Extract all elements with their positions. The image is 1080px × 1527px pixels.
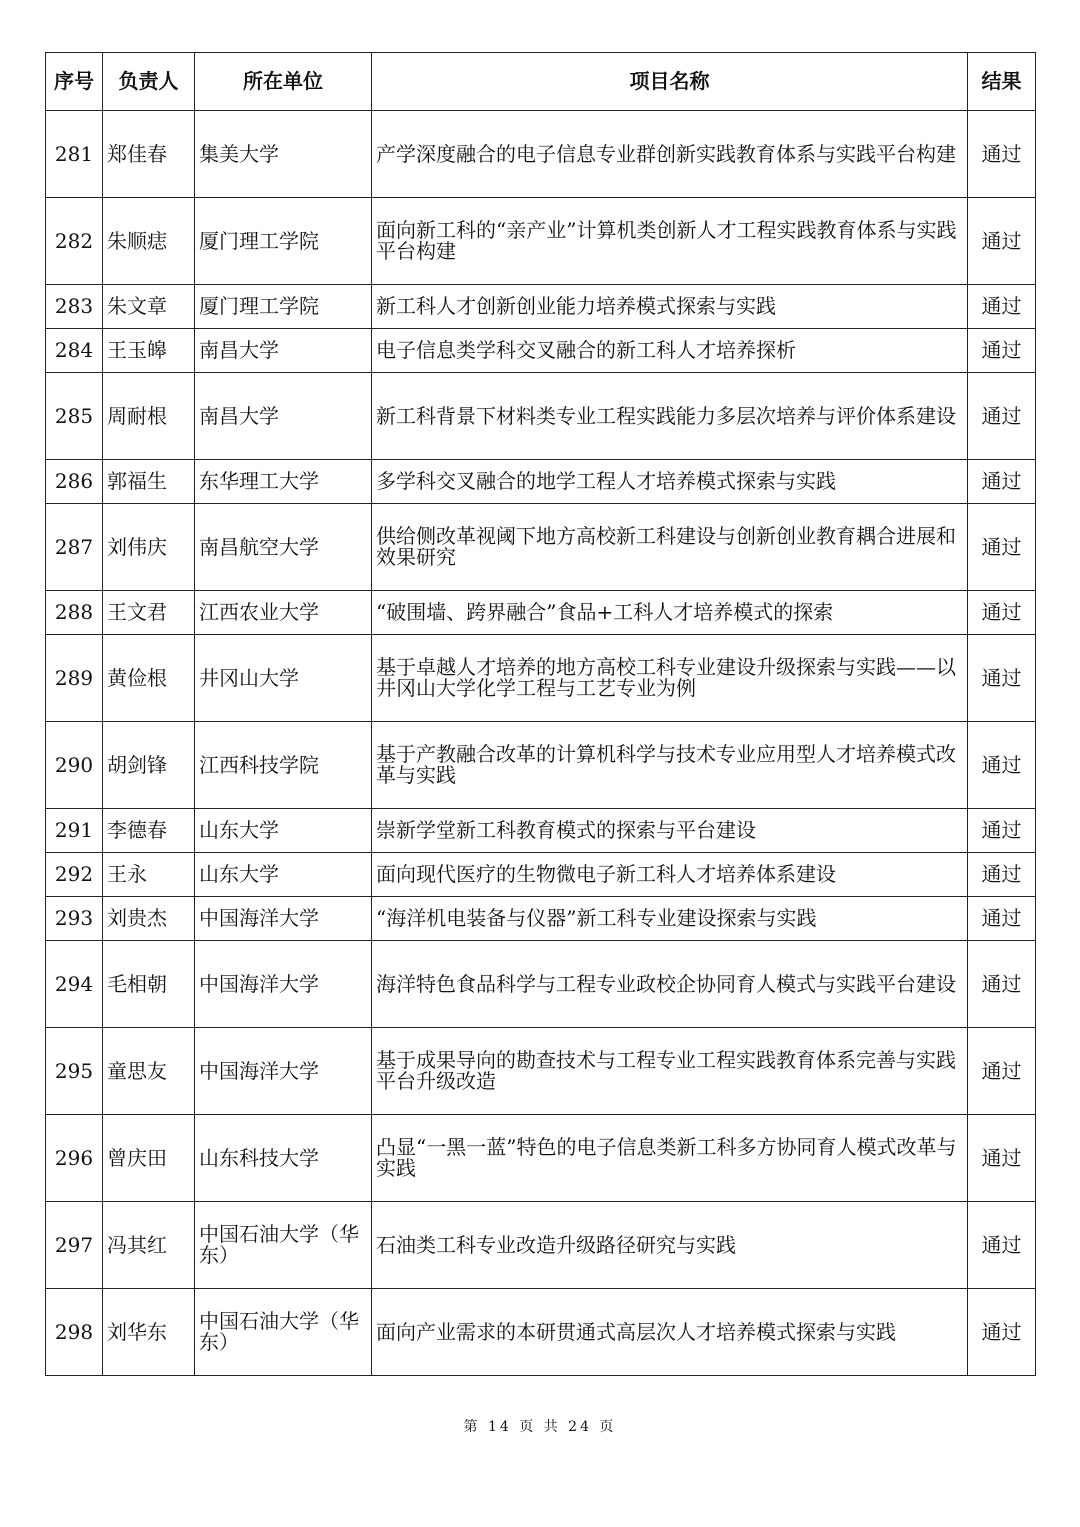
table-row (46, 635, 1036, 722)
page-footer: 第 14 页 共 24 页 (463, 1419, 617, 1435)
header-result: 结果 (968, 53, 1036, 111)
cell-no: 297 (46, 1202, 103, 1289)
cell-no: 290 (46, 722, 103, 809)
table-row (46, 897, 1036, 941)
cell-no: 291 (46, 809, 103, 853)
cell-result: 通过 (968, 111, 1036, 198)
cell-result: 通过 (968, 198, 1036, 285)
cell-result: 通过 (968, 504, 1036, 591)
cell-result: 通过 (968, 591, 1036, 635)
cell-name: 郭福生 (103, 460, 195, 504)
cell-result: 通过 (968, 722, 1036, 809)
cell-title: “海洋机电装备与仪器”新工科专业建设探索与实践 (372, 897, 968, 941)
cell-title: 海洋特色食品科学与工程专业政校企协同育人模式与实践平台建设 (372, 941, 968, 1028)
cell-unit: 集美大学 (195, 111, 372, 198)
cell-no: 281 (46, 111, 103, 198)
cell-no: 285 (46, 373, 103, 460)
cell-result: 通过 (968, 460, 1036, 504)
cell-result: 通过 (968, 329, 1036, 373)
table-row (46, 198, 1036, 285)
cell-no: 293 (46, 897, 103, 941)
cell-title: 凸显“一黑一蓝”特色的电子信息类新工科多方协同育人模式改革与实践 (372, 1115, 968, 1202)
cell-name: 李德春 (103, 809, 195, 853)
cell-name: 郑佳春 (103, 111, 195, 198)
cell-result: 通过 (968, 1115, 1036, 1202)
cell-unit: 山东科技大学 (195, 1115, 372, 1202)
cell-no: 296 (46, 1115, 103, 1202)
cell-no: 283 (46, 285, 103, 329)
cell-title: 多学科交叉融合的地学工程人才培养模式探索与实践 (372, 460, 968, 504)
cell-unit: 南昌航空大学 (195, 504, 372, 591)
cell-name: 毛相朝 (103, 941, 195, 1028)
table-row (46, 329, 1036, 373)
cell-title: 基于成果导向的勘查技术与工程专业工程实践教育体系完善与实践平台升级改造 (372, 1028, 968, 1115)
cell-no: 282 (46, 198, 103, 285)
cell-unit: 中国海洋大学 (195, 897, 372, 941)
cell-unit: 中国海洋大学 (195, 941, 372, 1028)
table-row (46, 1028, 1036, 1115)
table-row (46, 111, 1036, 198)
cell-unit: 厦门理工学院 (195, 198, 372, 285)
cell-name: 朱顺痣 (103, 198, 195, 285)
cell-name: 曾庆田 (103, 1115, 195, 1202)
cell-no: 286 (46, 460, 103, 504)
cell-name: 朱文章 (103, 285, 195, 329)
cell-result: 通过 (968, 941, 1036, 1028)
cell-name: 刘华东 (103, 1289, 195, 1376)
cell-title: 面向新工科的“亲产业”计算机类创新人才工程实践教育体系与实践平台构建 (372, 198, 968, 285)
header-title: 项目名称 (372, 53, 968, 111)
cell-no: 287 (46, 504, 103, 591)
cell-result: 通过 (968, 1289, 1036, 1376)
cell-no: 292 (46, 853, 103, 897)
table-row (46, 722, 1036, 809)
cell-unit: 江西农业大学 (195, 591, 372, 635)
cell-unit: 井冈山大学 (195, 635, 372, 722)
cell-no: 289 (46, 635, 103, 722)
cell-name: 王文君 (103, 591, 195, 635)
table-row (46, 1115, 1036, 1202)
cell-name: 王永 (103, 853, 195, 897)
cell-result: 通过 (968, 1028, 1036, 1115)
cell-title: 面向产业需求的本研贯通式高层次人才培养模式探索与实践 (372, 1289, 968, 1376)
cell-title: 供给侧改革视阈下地方高校新工科建设与创新创业教育耦合进展和效果研究 (372, 504, 968, 591)
cell-name: 刘伟庆 (103, 504, 195, 591)
cell-title: 基于卓越人才培养的地方高校工科专业建设升级探索与实践——以井冈山大学化学工程与工艺专业为例 (372, 635, 968, 722)
cell-unit: 中国石油大学（华东） (195, 1289, 372, 1376)
cell-unit: 南昌大学 (195, 329, 372, 373)
table-row (46, 504, 1036, 591)
cell-result: 通过 (968, 285, 1036, 329)
table-row (46, 809, 1036, 853)
cell-name: 黄俭根 (103, 635, 195, 722)
cell-name: 王玉皞 (103, 329, 195, 373)
cell-result: 通过 (968, 1202, 1036, 1289)
cell-result: 通过 (968, 809, 1036, 853)
table-row (46, 853, 1036, 897)
cell-unit: 山东大学 (195, 809, 372, 853)
cell-no: 295 (46, 1028, 103, 1115)
table-row (46, 460, 1036, 504)
cell-result: 通过 (968, 897, 1036, 941)
cell-unit: 南昌大学 (195, 373, 372, 460)
cell-result: 通过 (968, 373, 1036, 460)
cell-name: 周耐根 (103, 373, 195, 460)
project-results-table (45, 52, 1036, 1376)
cell-title: 崇新学堂新工科教育模式的探索与平台建设 (372, 809, 968, 853)
cell-no: 298 (46, 1289, 103, 1376)
header-no: 序号 (46, 53, 103, 111)
table-row (46, 591, 1036, 635)
cell-title: 新工科人才创新创业能力培养模式探索与实践 (372, 285, 968, 329)
cell-title: 电子信息类学科交叉融合的新工科人才培养探析 (372, 329, 968, 373)
cell-title: 石油类工科专业改造升级路径研究与实践 (372, 1202, 968, 1289)
cell-unit: 东华理工大学 (195, 460, 372, 504)
cell-name: 童思友 (103, 1028, 195, 1115)
cell-name: 冯其红 (103, 1202, 195, 1289)
cell-result: 通过 (968, 853, 1036, 897)
cell-title: 产学深度融合的电子信息专业群创新实践教育体系与实践平台构建 (372, 111, 968, 198)
cell-name: 刘贵杰 (103, 897, 195, 941)
cell-title: 基于产教融合改革的计算机科学与技术专业应用型人才培养模式改革与实践 (372, 722, 968, 809)
cell-title: 新工科背景下材料类专业工程实践能力多层次培养与评价体系建设 (372, 373, 968, 460)
cell-unit: 江西科技学院 (195, 722, 372, 809)
table-row (46, 373, 1036, 460)
table-row (46, 941, 1036, 1028)
table-row (46, 1202, 1036, 1289)
table-body (46, 111, 1036, 1376)
header-unit: 所在单位 (195, 53, 372, 111)
table-row (46, 1289, 1036, 1376)
cell-no: 288 (46, 591, 103, 635)
cell-unit: 中国海洋大学 (195, 1028, 372, 1115)
cell-title: “破围墙、跨界融合”食品+工科人才培养模式的探索 (372, 591, 968, 635)
header-name: 负责人 (103, 53, 195, 111)
cell-no: 294 (46, 941, 103, 1028)
cell-no: 284 (46, 329, 103, 373)
table-row (46, 285, 1036, 329)
table-header-row (46, 53, 1036, 111)
cell-result: 通过 (968, 635, 1036, 722)
cell-unit: 山东大学 (195, 853, 372, 897)
cell-name: 胡剑锋 (103, 722, 195, 809)
cell-unit: 中国石油大学（华东） (195, 1202, 372, 1289)
cell-unit: 厦门理工学院 (195, 285, 372, 329)
cell-title: 面向现代医疗的生物微电子新工科人才培养体系建设 (372, 853, 968, 897)
